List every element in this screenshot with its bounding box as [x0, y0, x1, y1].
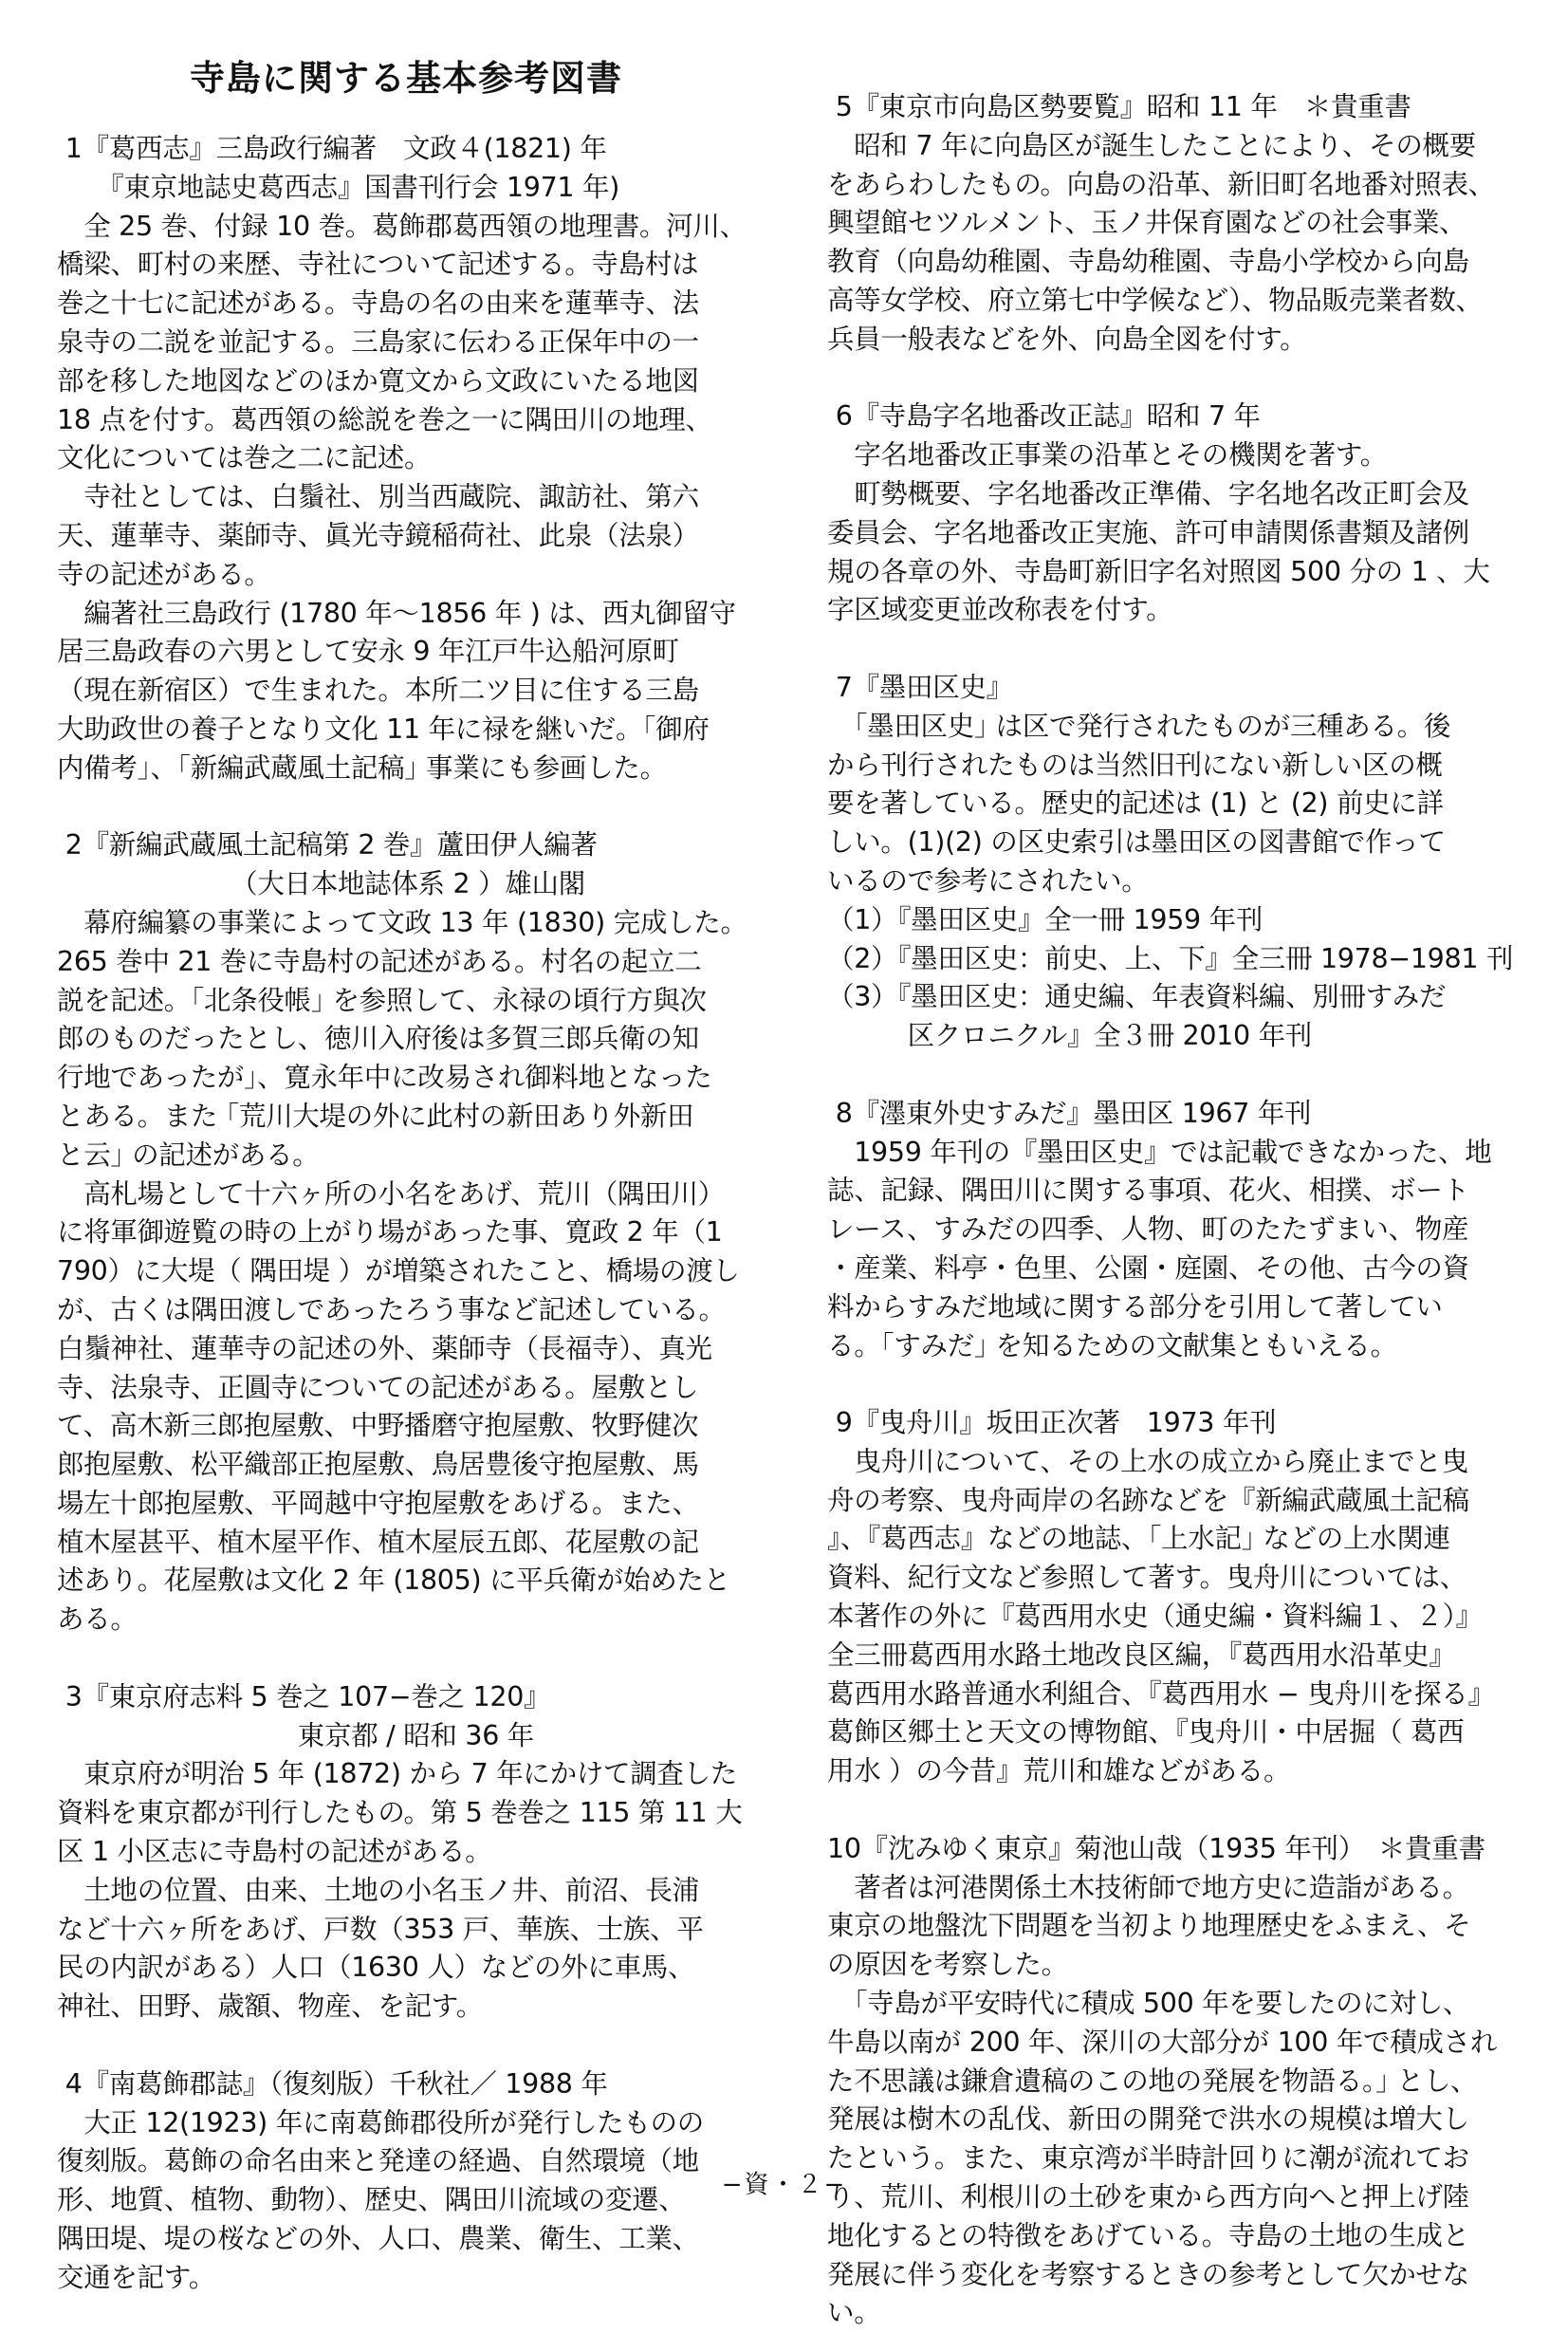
entry-text-line: 土地の位置、由来、土地の小名玉ノ井、前沼、長浦 — [57, 1874, 699, 1906]
entry-text-line: 東京都 / 昭和 36 年 — [57, 1719, 535, 1751]
entry-heading: 6『寺島字名地番改正誌』昭和 7 年 — [827, 400, 1261, 433]
entry-text-line: 曳舟川について、その上水の成立から廃止までと曳 — [827, 1445, 1468, 1477]
entry-text-line: （大日本地誌体系 2 ）雄山閣 — [57, 868, 585, 900]
bibliography-entry — [57, 1678, 792, 2027]
entry-text-line: 字名地番改正事業の沿革とその機関を著す。 — [827, 439, 1387, 472]
entry-text-line: （3）『墨田区史：通史編、年表資料編、別冊すみだ — [827, 981, 1447, 1013]
entry-text-line: 葛飾区郷土と天文の博物館、『曳舟川・中居掘（ 葛西 — [827, 1716, 1465, 1749]
entry-text-line: の原因を考察した。 — [827, 1949, 1068, 1981]
entry-text-line: 790）に大堤（ 隅田堤 ）が増築されたこと、橋場の渡し — [57, 1255, 740, 1287]
entry-text-line: 町勢概要、字名地番改正準備、字名地名改正町会及 — [827, 477, 1469, 509]
entry-text-line: 兵員一般表などを外、向島全図を付す。 — [827, 323, 1307, 355]
entry-text-line: いるので参考にされたい。 — [827, 864, 1149, 897]
bibliography-entry — [827, 1830, 1562, 2333]
left-column — [57, 130, 792, 2298]
page-number: −資・２− — [721, 2171, 847, 2199]
entry-text-line: て、高木新三郎抱屋敷、中野播磨守抱屋敷、牧野健次 — [57, 1410, 699, 1442]
entry-text-line: ｢寺島が平安時代に積成 500 年を要したのに対し、 — [827, 1988, 1470, 2020]
entry-text-line: など十六ヶ所をあげ、戸数（353 戸、華族、士族、平 — [57, 1913, 704, 1945]
bibliography-entry — [827, 669, 1562, 1056]
entry-text-line: 本著作の外に『葛西用水史（通史編・資料編１、２）』 — [827, 1601, 1483, 1633]
entry-text-line: 民の内訳がある）人口（1630 人）などの外に車馬、 — [57, 1952, 695, 1984]
entry-text-line: 東京府が明治 5 年 (1872) から 7 年にかけて調査した — [57, 1758, 737, 1790]
entry-text-line: 植木屋甚平、植木屋平作、植木屋辰五郎、花屋敷の記 — [57, 1526, 699, 1558]
entry-spacer — [827, 1791, 1562, 1830]
bibliography-entry — [57, 826, 792, 1639]
entry-spacer — [57, 1639, 792, 1678]
right-column — [827, 88, 1562, 2333]
entry-heading: 5『東京市向島区勢要覧』昭和 11 年 ＊貴重書 — [827, 91, 1411, 122]
entry-text-line: 部を移した地図などのほか寛文から文政にいたる地図 — [57, 364, 699, 397]
entry-text-line: 郎抱屋敷、松平織部正抱屋敷、鳥居豊後守抱屋敷、馬 — [57, 1449, 699, 1481]
entry-spacer — [57, 2027, 792, 2065]
bibliography-entry — [827, 1095, 1562, 1366]
entry-text-line: 居三島政春の六男として安永 9 年江戸牛込船河原町 — [57, 636, 679, 668]
entry-text-line: 高等女学校、府立第七中学候など）、物品販売業者数、 — [827, 284, 1483, 316]
entry-text-line: 寺、法泉寺、正圓寺についての記述がある。屋敷とし — [57, 1371, 699, 1403]
bibliography-entry — [827, 1404, 1562, 1791]
entry-text-line: 区クロニクル』全３冊 2010 年刊 — [827, 1020, 1312, 1052]
entry-heading: 1『葛西志』三島政行編著 文政４(1821) 年 — [57, 133, 607, 164]
page-title: 寺島に関する基本参考図書 — [190, 58, 622, 99]
entry-text-line: 隅田堤、堤の桜などの外、人口、農業、衛生、工業、 — [57, 2223, 699, 2255]
entry-text-line: 興望館セツルメント、玉ノ井保育園などの社会事業、 — [827, 207, 1467, 239]
entry-text-line: 区 1 小区志に寺島村の記述がある。 — [57, 1836, 492, 1868]
entry-text-line: （現在新宿区）で生まれた。本所二ツ目に住する三島 — [57, 675, 699, 707]
entry-text-line: 寺の記述がある。 — [57, 558, 271, 590]
entry-spacer — [827, 630, 1562, 669]
entry-text-line: 葛西用水路普通水利組合、『葛西用水 − 曳舟川を探る』 — [827, 1677, 1495, 1710]
entry-heading: 9『曳舟川』坂田正次著 1973 年刊 — [827, 1407, 1277, 1439]
entry-text-line: ・産業、料亭・色里、公園・庭園、その他、古今の資 — [827, 1251, 1469, 1284]
entry-text-line: い。 — [827, 2297, 881, 2329]
entry-text-line: しい。(1)(2) の区史索引は墨田区の図書館で作って — [827, 826, 1446, 859]
entry-text-line: 全三冊葛西用水路土地改良区編，『葛西用水沿革史』 — [827, 1639, 1456, 1671]
entry-spacer — [827, 1056, 1562, 1095]
entry-text-line: 資料、紀行文など参照して著す。曳舟川については、 — [827, 1562, 1467, 1594]
entry-text-line: 巻之十七に記述がある。寺島の名の由来を蓮華寺、法 — [57, 287, 699, 320]
entry-heading: 8『濹東外史すみだ』墨田区 1967 年刊 — [827, 1097, 1312, 1129]
entry-text-line: 交通を記す。 — [57, 2261, 215, 2293]
bibliography-entry — [57, 130, 792, 788]
entry-text-line: 大助政世の養子となり文化 11 年に禄を継いだ。｢御府 — [57, 713, 710, 745]
entry-heading: 2『新編武蔵風土記稿第 2 巻』蘆田伊人編著 — [57, 829, 598, 861]
entry-text-line: 幕府編纂の事業によって文政 13 年 (1830) 完成した。 — [57, 906, 747, 938]
entry-text-line: る。｢すみだ｣ を知るための文献集ともいえる。 — [827, 1329, 1397, 1361]
entry-text-line: 地化するとの特徴をあげている。寺島の土地の生成と — [827, 2219, 1469, 2251]
entry-text-line: た不思議は鎌倉遺稿のこの地の発展を物語る。｣ とし、 — [827, 2065, 1478, 2097]
entry-text-line: とある。また ｢荒川大堤の外に此村の新田あり外新田 — [57, 1100, 694, 1132]
entry-text-line: ｢墨田区史｣ は区で発行されたものが三種ある。後 — [827, 710, 1451, 742]
entry-heading: 4『南葛飾郡誌』（復刻版）千秋社／ 1988 年 — [57, 2067, 608, 2100]
entry-text-line: 内備考｣、｢新編武蔵風土記稿｣ 事業にも参画した。 — [57, 751, 667, 784]
entry-text-line: 寺社としては、白鬚社、別当西蔵院、諏訪社、第六 — [57, 481, 699, 513]
entry-text-line: 要を著している。歴史的記述は (1) と (2) 前史に詳 — [827, 787, 1444, 820]
entry-text-line: 舟の考察、曳舟両岸の名跡などを『新編武蔵風土記稿 — [827, 1484, 1469, 1516]
entry-text-line: 橋梁、町村の来歴、寺社について記述する。寺島村は — [57, 249, 699, 281]
entry-text-line: 文化については巻之二に記述。 — [57, 442, 432, 474]
entry-text-line: （2）『墨田区史：前史、上、下』全三冊 1978−1981 刊 — [827, 942, 1514, 974]
entry-text-line: と云｣ の記述がある。 — [57, 1139, 320, 1171]
entry-text-line: 行地であったが」、寛永年中に改易され御料地となった — [57, 1062, 712, 1094]
entry-text-line: 昭和 7 年に向島区が誕生したことにより、その概要 — [827, 129, 1476, 161]
entry-spacer — [57, 788, 792, 827]
entry-text-line: 265 巻中 21 巻に寺島村の記述がある。村名の起立二 — [57, 945, 702, 977]
entry-spacer — [827, 360, 1562, 398]
entry-text-line: （1）『墨田区史』全一冊 1959 年刊 — [827, 903, 1264, 935]
entry-text-line: から刊行されたものは当然旧刊にない新しい区の概 — [827, 749, 1443, 781]
entry-text-line: 形、地質、植物、動物）、歴史、隅田川流域の変遷、 — [57, 2184, 686, 2216]
entry-heading: 3『東京府志料 5 巻之 107−巻之 120』 — [57, 1680, 551, 1713]
entry-text-line: 字区域変更並改称表を付す。 — [827, 594, 1173, 626]
entry-text-line: 編著社三島政行 (1780 年〜1856 年 ) は、西丸御留守 — [57, 597, 736, 629]
entry-text-line: 18 点を付す。葛西領の総説を巻之一に隅田川の地理、 — [57, 403, 712, 435]
entry-heading: 10『沈みゆく東京』菊池山哉（1935 年刊） ＊貴重書 — [827, 1832, 1485, 1864]
entry-text-line: たという。また、東京湾が半時計回りに潮が流れてお — [827, 2142, 1469, 2175]
entry-text-line: 全 25 巻、付録 10 巻。葛飾郡葛西領の地理書。河川、 — [57, 210, 747, 242]
entry-text-line: 白鬚神社、蓮華寺の記述の外、薬師寺（長福寺）、真光 — [57, 1332, 712, 1364]
entry-text-line: 牛島以南が 200 年、深川の大部分が 100 年で積成され — [827, 2026, 1498, 2058]
entry-text-line: 用水 ）の今昔』荒川和雄などがある。 — [827, 1755, 1291, 1787]
entry-text-line: 』、『葛西志』などの地誌、｢上水記｣ などの上水関連 — [827, 1523, 1450, 1555]
entry-text-line: に将軍御遊覧の時の上がり場があった事、寛政 2 年（1 — [57, 1216, 723, 1249]
entry-text-line: 誌、記録、隅田川に関する事項、花火、相撲、ボート — [827, 1175, 1469, 1207]
entry-text-line: 規の各章の外、寺島町新旧字名対照図 500 分の 1 、大 — [827, 555, 1490, 587]
entry-text-line: レース、すみだの四季、人物、町のたたずまい、物産 — [827, 1213, 1469, 1246]
entry-spacer — [827, 1365, 1562, 1404]
entry-text-line: 発展に伴う変化を考察するときの参考として欠かせな — [827, 2258, 1469, 2290]
entry-heading: 7『墨田区史』 — [827, 671, 1013, 703]
entry-text-line: 郎のものだったとし、徳川入府後は多賀三郎兵衛の知 — [57, 1023, 699, 1055]
entry-text-line: 資料を東京都が刊行したもの。第 5 巻巻之 115 第 11 大 — [57, 1797, 743, 1829]
entry-text-line: 大正 12(1923) 年に南葛飾郡役所が発行したものの — [57, 2106, 704, 2139]
entry-text-line: 天、蓮華寺、薬師寺、眞光寺鏡稲荷社、此泉（法泉） — [57, 519, 699, 551]
entry-text-line: 場左十郎抱屋敷、平岡越中守抱屋敷をあげる。また、 — [57, 1487, 699, 1519]
entry-text-line: 神社、田野、歳額、物産、を記す。 — [57, 1990, 483, 2023]
bibliography-entry — [827, 88, 1562, 360]
entry-text-line: 東京の地盤沈下問題を当初より地理歴史をふまえ、そ — [827, 1910, 1471, 1942]
entry-text-line: 高札場として十六ヶ所の小名をあげ、荒川（隅田川） — [57, 1177, 725, 1210]
entry-text-line: 1959 年刊の『墨田区史』では記載できなかった、地 — [827, 1136, 1492, 1168]
entry-text-line: 説を記述。｢北条役帳｣ を参照して、永禄の頃行方與次 — [57, 984, 707, 1016]
entry-text-line: ある。 — [57, 1603, 138, 1636]
bibliography-entry — [827, 398, 1562, 630]
entry-text-line: をあらわしたもの。向島の沿革、新旧町名地番対照表、 — [827, 168, 1495, 200]
entry-text-line: 委員会、字名地番改正実施、許可申請関係書類及諸例 — [827, 516, 1469, 548]
entry-text-line: が、古くは隅田渡しであったろう事など記述している。 — [57, 1293, 726, 1325]
entry-text-line: 泉寺の二説を並記する。三島家に伝わる正保年中の一 — [57, 325, 699, 358]
entry-text-line: 『東京地誌史葛西志』国書刊行会 1971 年) — [57, 171, 620, 203]
entry-text-line: 著者は河港関係土木技術師で地方史に造詣がある。 — [827, 1871, 1469, 1903]
entry-text-line: 復刻版。葛飾の命名由来と発達の経過、自然環境（地 — [57, 2145, 699, 2177]
entry-text-line: り、荒川、利根川の土砂を東から西方向へと押上げ陸 — [827, 2181, 1469, 2213]
entry-text-line: 発展は樹木の乱伐、新田の開発で洪水の規模は増大し — [827, 2103, 1469, 2136]
entry-text-line: 料からすみだ地域に関する部分を引用して著してい — [827, 1290, 1443, 1323]
entry-text-line: 述あり。花屋敷は文化 2 年 (1805) に平兵衛が始めたと — [57, 1565, 730, 1597]
entry-text-line: 教育（向島幼稚園、寺島幼稚園、寺島小学校から向島 — [827, 246, 1469, 278]
